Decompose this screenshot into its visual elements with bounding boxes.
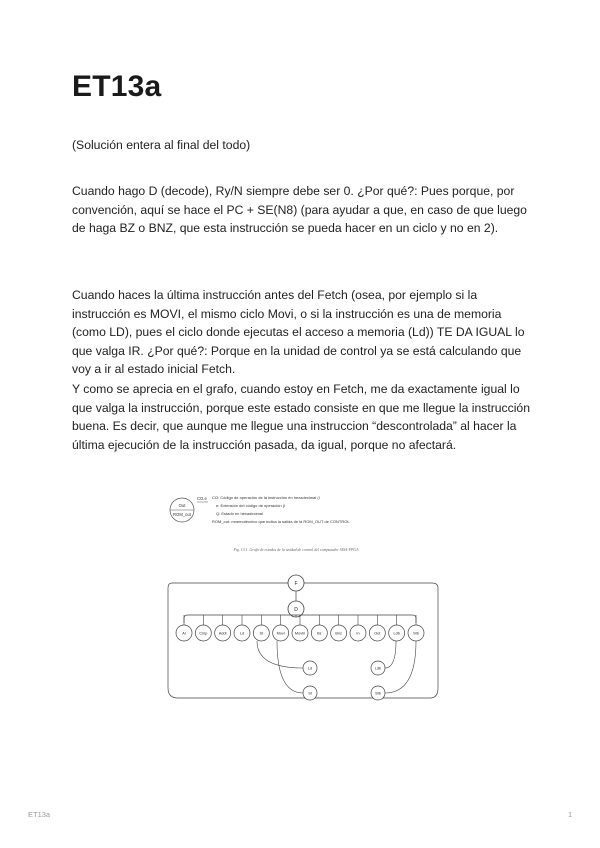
ldb-edge bbox=[385, 641, 396, 668]
memory-access-states bbox=[257, 641, 416, 700]
memory-label-st: St bbox=[308, 691, 312, 696]
memory-label-ldb: Ldb bbox=[374, 666, 382, 671]
state-label-cmp: Cmp bbox=[199, 631, 208, 636]
footer-title: ET13a bbox=[28, 810, 51, 819]
memory-label-stb: Stb bbox=[375, 691, 381, 696]
fetch-node-label: F bbox=[294, 581, 298, 587]
state-label-bz: Bz bbox=[317, 631, 322, 636]
page-title: ET13a bbox=[72, 70, 162, 103]
state-label-in: In bbox=[356, 631, 360, 636]
execution-states bbox=[176, 615, 424, 641]
legend-node-top-label: Out bbox=[178, 503, 186, 508]
state-label-ld: Ld bbox=[239, 631, 245, 636]
legend-line-4: ROM_out: mnemotécnico que indica la salida de la ROM_OUT de CONTROL bbox=[212, 519, 350, 524]
state-label-stb: Stb bbox=[413, 631, 419, 636]
intro-note: (Solución entera al final del todo) bbox=[72, 138, 251, 152]
state-label-movi: Movi bbox=[276, 631, 285, 636]
state-label-al: Al bbox=[182, 631, 186, 636]
legend-line-1: CO: Código de operación de la instrucción en hexadecimal (I bbox=[212, 495, 320, 500]
legend-side-label: CO.e bbox=[197, 496, 207, 501]
st-edge bbox=[277, 641, 303, 693]
state-label-bnz: Bnz bbox=[335, 631, 342, 636]
state-label-movhi: Movhi bbox=[294, 631, 306, 636]
state-label-ldb: Ldb bbox=[393, 631, 400, 636]
paragraph-decode: Cuando hago D (decode), Ry/N siempre debe ser 0. ¿Por qué?: Pues porque, por convención, aquí se hace el PC + SE(N8) (para ayudar a que, en caso de que luego de haga BZ o BNZ, que esta instrucción se pueda hacer en un ciclo y no en 2). bbox=[72, 184, 527, 235]
memory-label-ld: Ld bbox=[307, 666, 313, 671]
decode-node-label: D bbox=[294, 607, 298, 613]
footer-page-number: 1 bbox=[568, 810, 573, 819]
legend-node-bottom-label: ROM_out bbox=[173, 512, 191, 517]
state-label-st: St bbox=[259, 631, 264, 636]
state-label-addi: Addi bbox=[218, 631, 227, 636]
figure-legend bbox=[170, 495, 350, 524]
legend-line-3: Q: Estado en hexadecimal bbox=[216, 511, 263, 516]
figure-caption: Fig. 13.1. Grafo de estados de la unidad de control del computador SISA-FPGA bbox=[233, 548, 359, 552]
stb-edge bbox=[385, 641, 416, 693]
legend-line-2: e: Extensión del código de operación (I bbox=[216, 503, 286, 508]
state-label-out: Out bbox=[374, 631, 381, 636]
paragraph-graph: Y como se aprecia en el grafo, cuando estoy en Fetch, me da exactamente igual lo que valga la instrucción, porque este estado consiste en que me llegue la instrucción buena. Es decir, que aunque me llegue una instruccion “descontrolada” al hacer la última ejecución de la instrucción pasada, da igual, porque no afectará. bbox=[72, 382, 530, 452]
paragraph-fetch: Cuando haces la última instrucción antes del Fetch (osea, por ejemplo si la instrucción es MOVI, el mismo ciclo Movi, o si la instrucción es una de memoria (como LD), pues el ciclo donde ejecutas el acceso a memoria (Ld)) TE DA IGUAL lo que valga IR. ¿Por qué?: Porque en la unidad de control ya se está calculando que voy a ir al estado inicial Fetch. bbox=[72, 288, 525, 376]
state-graph-figure bbox=[160, 488, 450, 720]
ld-edge bbox=[257, 641, 303, 668]
